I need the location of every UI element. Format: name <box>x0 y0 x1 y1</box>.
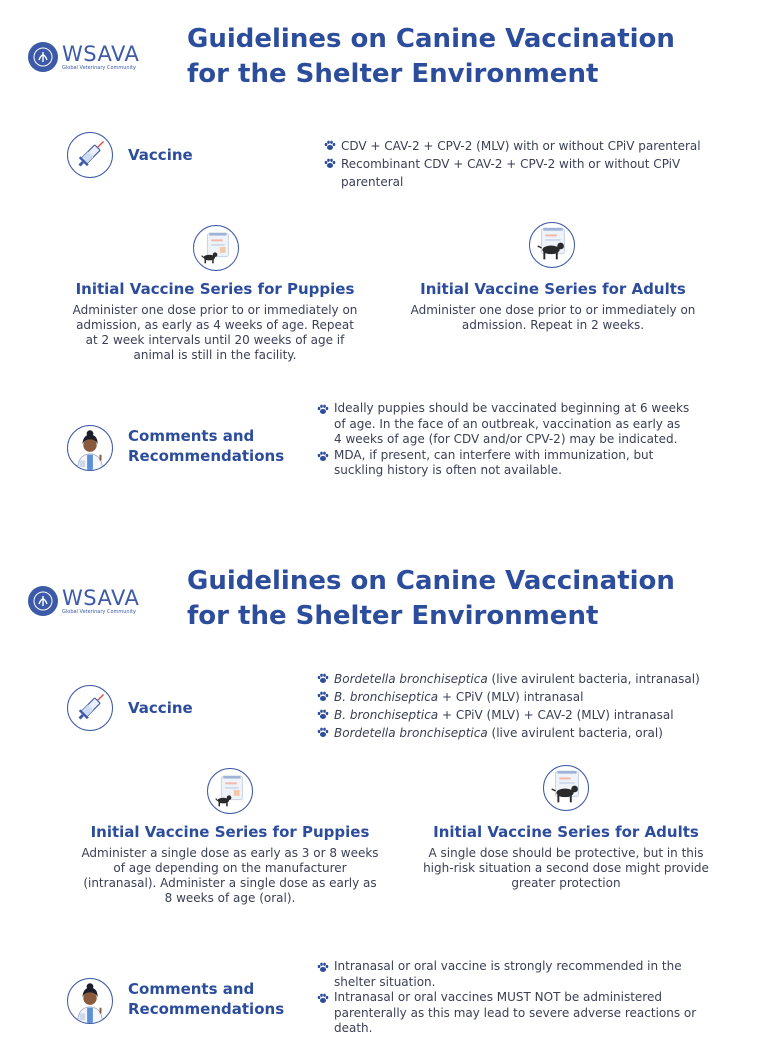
paw-icon <box>317 673 329 684</box>
list-item: B. bronchiseptica + CPiV (MLV) + CAV-2 (MLV) intranasal <box>315 706 725 724</box>
logo-name: WSAVA <box>62 585 140 610</box>
logo-tagline: Global Veterinary Community <box>62 64 136 71</box>
list-item: Intranasal or oral vaccines MUST NOT be administered parenterally as this may lead to severe adverse reactions or death. <box>315 990 715 1037</box>
syringe-icon <box>67 685 113 731</box>
puppies-text: Administer a single dose as early as 3 or 8 weeks of age depending on the manufacturer (intranasal). Administer a single dose as early as 8 weeks of age (oral). <box>81 846 379 905</box>
adults-text: Administer one dose prior to or immediately on admission. Repeat in 2 weeks. <box>410 303 696 332</box>
vaccine-list <box>315 670 725 742</box>
paw-icon <box>317 709 329 720</box>
paw-icon <box>317 993 329 1004</box>
comments-list <box>315 401 690 479</box>
list-item: Ideally puppies should be vaccinated beginning at 6 weeks of age. In the face of an outbreak, vaccination as early as 4 weeks of age (for CDV and/or CPV-2) may be indicated. <box>315 401 690 448</box>
comments-list <box>315 959 715 1037</box>
paw-icon <box>317 962 329 973</box>
title-line-2: for the Shelter Environment <box>187 601 599 631</box>
adult-dog-chart-icon <box>529 222 575 268</box>
syringe-icon <box>67 132 113 178</box>
puppies-heading: Initial Vaccine Series for Puppies <box>75 280 355 298</box>
title-line-2: for the Shelter Environment <box>187 59 599 89</box>
paw-icon <box>317 691 329 702</box>
logo-tagline: Global Veterinary Community <box>62 608 136 615</box>
list-item: Bordetella bronchiseptica (live avirulent bacteria, oral) <box>315 724 725 742</box>
paw-icon <box>317 451 329 462</box>
vaccine-label: Vaccine <box>128 699 193 717</box>
wsava-logo <box>28 586 139 616</box>
puppies-heading: Initial Vaccine Series for Puppies <box>90 823 370 841</box>
paw-icon <box>324 158 336 169</box>
adults-heading: Initial Vaccine Series for Adults <box>420 280 686 298</box>
logo-name: WSAVA <box>62 41 140 66</box>
list-item: Recombinant CDV + CAV-2 + CPV-2 with or without CPiV parenteral <box>322 155 722 191</box>
page-title <box>187 564 675 634</box>
paw-icon <box>317 404 329 415</box>
page-title <box>187 22 675 92</box>
wsava-globe-icon <box>28 586 58 616</box>
wsava-globe-icon <box>28 42 58 72</box>
vaccine-label: Vaccine <box>128 146 193 164</box>
list-item: Intranasal or oral vaccine is strongly recommended in the shelter situation. <box>315 959 715 990</box>
veterinarian-icon <box>67 978 113 1024</box>
paw-icon <box>324 140 336 151</box>
veterinarian-icon <box>67 425 113 471</box>
list-item: MDA, if present, can interfere with immunization, but suckling history is often not available. <box>315 448 690 479</box>
puppies-text: Administer one dose prior to or immediately on admission, as early as 4 weeks of age. Repeat at 2 week intervals until 20 weeks of age if animal is still in the facility. <box>72 303 358 362</box>
list-item: Bordetella bronchiseptica (live avirulent bacteria, intranasal) <box>315 670 725 688</box>
list-item: B. bronchiseptica + CPiV (MLV) intranasal <box>315 688 725 706</box>
comments-label: Comments and Recommendations <box>128 980 285 1018</box>
title-line-1: Guidelines on Canine Vaccination <box>187 24 675 54</box>
wsava-logo <box>28 42 139 72</box>
paw-icon <box>317 727 329 738</box>
adult-dog-chart-icon <box>543 765 589 811</box>
puppy-chart-icon <box>193 225 239 271</box>
adults-text: A single dose should be protective, but in this high-risk situation a second dose might provide greater protection <box>423 846 709 890</box>
adults-heading: Initial Vaccine Series for Adults <box>433 823 699 841</box>
vaccine-list <box>322 137 722 191</box>
list-item: CDV + CAV-2 + CPV-2 (MLV) with or without CPiV parenteral <box>322 137 722 155</box>
title-line-1: Guidelines on Canine Vaccination <box>187 566 675 596</box>
comments-label: Comments and Recommendations <box>128 427 285 465</box>
puppy-chart-icon <box>207 768 253 814</box>
